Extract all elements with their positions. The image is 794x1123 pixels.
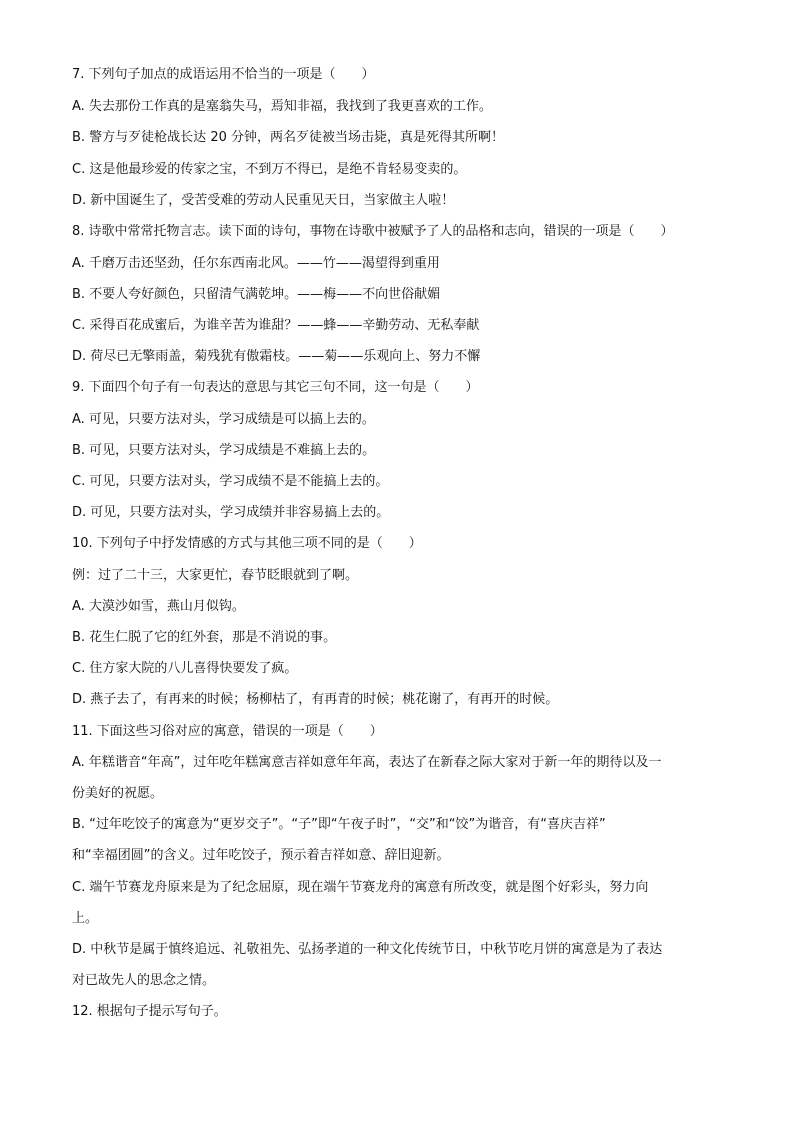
question-7-stem: 7. 下列句子加点的成语运用不恰当的一项是（ ） [72, 67, 375, 82]
question-11-option-a-line1: A. 年糕谐音“年高”，过年吃年糕寓意吉祥如意年年高，表达了在新春之际大家对于新一年的期待以及一 [72, 755, 662, 770]
question-11-stem: 11. 下面这些习俗对应的寓意，错误的一项是（ ） [72, 724, 383, 739]
question-10-option-a: A. 大漠沙如雪，燕山月似钩。 [72, 599, 245, 614]
question-10-option-b: B. 花生仁脱了它的红外套，那是不消说的事。 [72, 630, 337, 645]
question-8-option-a: A. 千磨万击还坚劲，任尔东西南北风。——竹——渴望得到重用 [72, 256, 440, 271]
question-7-option-b: B. 警方与歹徒枪战长达 20 分钟，两名歹徒被当场击毙，真是死得其所啊！ [72, 130, 504, 145]
question-7-option-c: C. 这是他最珍爱的传家之宝，不到万不得已，是绝不肯轻易变卖的。 [72, 162, 467, 177]
question-7-option-a: A. 失去那份工作真的是塞翁失马，焉知非福，我找到了我更喜欢的工作。 [72, 99, 492, 114]
question-11-option-d-line1: D. 中秋节是属于慎终追远、礼敬祖先、弘扬孝道的一种文化传统节日，中秋节吃月饼的寓意是为了表达 [72, 942, 663, 957]
question-10-option-c: C. 住方家大院的八儿喜得快要发了疯。 [72, 661, 298, 676]
question-10-option-d: D. 燕子去了，有再来的时候；杨柳枯了，有再青的时候；桃花谢了，有再开的时候。 [72, 692, 559, 707]
question-9-option-c: C. 可见，只要方法对头，学习成绩不是不能搞上去的。 [72, 474, 389, 489]
question-10-stem: 10. 下列句子中抒发情感的方式与其他三项不同的是（ ） [72, 536, 422, 551]
question-11-option-d-line2: 对已故先人的思念之情。 [72, 973, 216, 988]
question-9-option-b: B. 可见，只要方法对头，学习成绩是不难搞上去的。 [72, 443, 376, 458]
question-11-option-c-line1: C. 端午节赛龙舟原来是为了纪念屈原，现在端午节赛龙舟的寓意有所改变，就是图个好彩头，努力向 [72, 880, 649, 895]
question-8-option-c: C. 采得百花成蜜后，为谁辛苦为谁甜？——蜂——辛勤劳动、无私奉献 [72, 318, 480, 333]
question-7-option-d: D. 新中国诞生了，受苦受难的劳动人民重见天日，当家做主人啦！ [72, 193, 455, 208]
question-11-option-c-line2: 上。 [72, 911, 99, 926]
question-8-option-b: B. 不要人夸好颜色，只留清气满乾坤。——梅——不向世俗献媚 [72, 287, 441, 302]
question-9-option-a: A. 可见，只要方法对头，学习成绩是可以搞上去的。 [72, 412, 375, 427]
question-11-option-a-line2: 份美好的祝愿。 [72, 786, 164, 801]
question-9-option-d: D. 可见，只要方法对头，学习成绩并非容易搞上去的。 [72, 505, 390, 520]
question-11-option-b-line1: B. “过年吃饺子的寓意为“更岁交子”。“子”即“午夜子时”，“交”和“饺”为谐音，有“喜庆吉祥” [72, 817, 606, 832]
question-9-stem: 9. 下面四个句子有一句表达的意思与其它三句不同，这一句是（ ） [72, 380, 479, 395]
question-10-example: 例：过了二十三，大家更忙，春节眨眼就到了啊。 [72, 568, 359, 583]
question-8-stem: 8. 诗歌中常常托物言志。读下面的诗句，事物在诗歌中被赋予了人的品格和志向，错误的一项是（ ） [72, 224, 674, 239]
question-8-option-d: D. 荷尽已无擎雨盖，菊残犹有傲霜枝。——菊——乐观向上、努力不懈 [72, 349, 481, 364]
question-12-stem: 12. 根据句子提示写句子。 [72, 1004, 227, 1019]
question-11-option-b-line2: 和“幸福团圆”的含义。过年吃饺子，预示着吉祥如意、辞旧迎新。 [72, 848, 450, 863]
